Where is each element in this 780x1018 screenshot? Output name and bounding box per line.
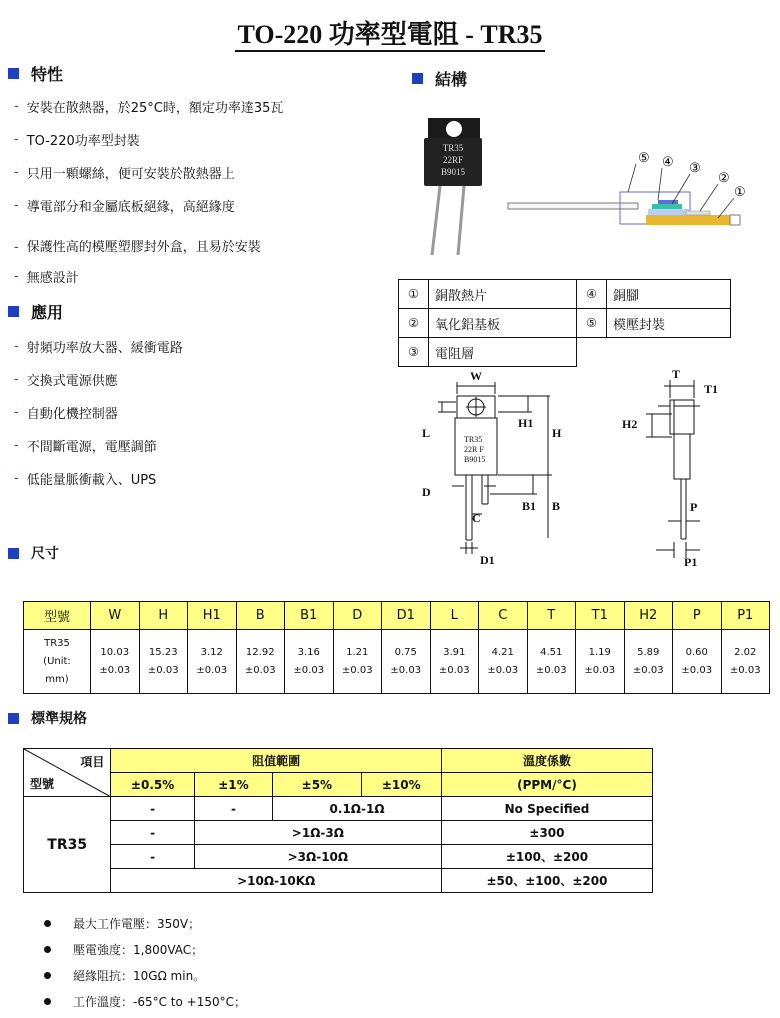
table-cell: 10.03 ±0.03 bbox=[91, 630, 140, 694]
table-cell: - bbox=[111, 797, 194, 821]
table-cell: >10Ω-10KΩ bbox=[111, 869, 442, 893]
table-row bbox=[24, 821, 653, 845]
table-header: B bbox=[236, 602, 285, 630]
bullet-dot-icon bbox=[44, 998, 51, 1005]
table-header: C bbox=[479, 602, 528, 630]
list-item: - 低能量脈衝載入、UPS bbox=[14, 471, 157, 488]
model-cell: TR35 (Unit: mm) bbox=[24, 630, 91, 694]
table-header: L bbox=[430, 602, 479, 630]
bullet-dot-icon bbox=[44, 946, 51, 953]
features-list bbox=[14, 90, 283, 293]
table-header: P bbox=[673, 602, 722, 630]
table-cell: ±300 bbox=[441, 821, 652, 845]
part-number: ① bbox=[399, 280, 429, 309]
square-bullet-icon bbox=[8, 713, 19, 724]
tolerance-header: ±1% bbox=[194, 773, 272, 797]
dim-label: P bbox=[690, 500, 698, 514]
body-text-line: TR35 bbox=[464, 435, 483, 444]
table-cell: 0.1Ω-1Ω bbox=[273, 797, 442, 821]
table-row bbox=[24, 797, 653, 821]
range-header: 阻值範圍 bbox=[111, 749, 442, 773]
table-cell: - bbox=[194, 797, 272, 821]
table-header: H2 bbox=[624, 602, 673, 630]
spec-heading: 標準規格 bbox=[8, 708, 87, 728]
table-header: 型號 bbox=[24, 602, 91, 630]
table-cell: 3.12 ±0.03 bbox=[188, 630, 237, 694]
tcr-unit: (PPM/°C) bbox=[441, 773, 652, 797]
dim-label: B bbox=[552, 499, 561, 513]
features-heading: 特性 bbox=[8, 62, 63, 85]
photo-text-line: TR35 bbox=[442, 143, 464, 153]
callout-label: ① bbox=[734, 184, 746, 199]
table-header: H1 bbox=[188, 602, 237, 630]
dim-label: P1 bbox=[684, 555, 698, 569]
body-text-line: B9015 bbox=[464, 455, 486, 464]
table-header: W bbox=[91, 602, 140, 630]
parts-table bbox=[398, 279, 731, 367]
cross-section-diagram bbox=[508, 150, 746, 225]
table-header: T1 bbox=[576, 602, 625, 630]
table-header: H bbox=[139, 602, 188, 630]
list-item: 最大工作電壓：350V； bbox=[44, 910, 246, 936]
table-cell: >1Ω-3Ω bbox=[194, 821, 441, 845]
tcr-header: 溫度係數 bbox=[441, 749, 652, 773]
bullet-dot-icon bbox=[44, 972, 51, 979]
list-item: - 交換式電源供應 bbox=[14, 372, 118, 389]
table-cell: ±100、±200 bbox=[441, 845, 652, 869]
table-row bbox=[24, 630, 770, 694]
list-item: 壓電強度：1,800VAC； bbox=[44, 936, 246, 962]
table-cell: 4.21 ±0.03 bbox=[479, 630, 528, 694]
part-name: 氧化鋁基板 bbox=[429, 309, 577, 338]
table-cell: >3Ω-10Ω bbox=[194, 845, 441, 869]
list-item: - 導電部分和金屬底板絕緣，高絕緣度 bbox=[14, 198, 235, 215]
structure-heading: 結構 bbox=[412, 67, 467, 90]
spec-table bbox=[23, 748, 653, 893]
callout-label: ② bbox=[718, 170, 730, 185]
square-bullet-icon bbox=[412, 73, 423, 84]
table-cell: 0.60 ±0.03 bbox=[673, 630, 722, 694]
part-name: 模壓封裝 bbox=[607, 309, 731, 338]
list-item: - TO-220功率型封裝 bbox=[14, 132, 140, 149]
table-cell: - bbox=[111, 821, 194, 845]
tolerance-header: ±10% bbox=[361, 773, 441, 797]
table-header: D bbox=[333, 602, 382, 630]
part-number: ⑤ bbox=[577, 309, 607, 338]
table-header: D1 bbox=[382, 602, 431, 630]
dimension-drawing bbox=[400, 364, 730, 574]
table-header: P1 bbox=[721, 602, 770, 630]
list-item: - 自動化機控制器 bbox=[14, 405, 118, 422]
part-number: ② bbox=[399, 309, 429, 338]
list-item: 工作溫度：-65°C to +150°C； bbox=[44, 988, 246, 1014]
dim-label: H bbox=[552, 426, 562, 440]
model-cell: TR35 bbox=[24, 797, 111, 893]
table-cell: 2.02 ±0.03 bbox=[721, 630, 770, 694]
table-cell: 15.23 ±0.03 bbox=[139, 630, 188, 694]
part-name: 銅腳 bbox=[607, 280, 731, 309]
table-header-row bbox=[24, 602, 770, 630]
body-text-line: 22R F bbox=[464, 445, 484, 454]
dim-label: C bbox=[472, 511, 481, 525]
list-item: - 安裝在散熱器，於25°C時，額定功率達35瓦 bbox=[14, 99, 284, 116]
dim-label: D bbox=[422, 485, 431, 499]
table-cell: 3.91 ±0.03 bbox=[430, 630, 479, 694]
callout-label: ④ bbox=[662, 154, 674, 169]
table-cell: 4.51 ±0.03 bbox=[527, 630, 576, 694]
square-bullet-icon bbox=[8, 306, 19, 317]
table-cell: 0.75 ±0.03 bbox=[382, 630, 431, 694]
table-row bbox=[24, 845, 653, 869]
page-title: TO-220 功率型電阻 - TR35 bbox=[0, 14, 780, 51]
table-header: T bbox=[527, 602, 576, 630]
list-item: - 只用一顆螺絲，便可安裝於散熱器上 bbox=[14, 165, 235, 182]
dim-label: T bbox=[672, 367, 681, 381]
list-item: - 保護性高的模壓塑膠封外盒，且易於安裝 bbox=[14, 240, 261, 255]
callout-label: ⑤ bbox=[638, 150, 650, 165]
photo-text-line: 22RF bbox=[442, 155, 464, 165]
list-item: - 無感設計 bbox=[14, 269, 79, 286]
part-name: 電阻層 bbox=[429, 338, 577, 367]
table-row bbox=[24, 869, 653, 893]
table-cell: - bbox=[111, 845, 194, 869]
table-cell: No Specified bbox=[441, 797, 652, 821]
dimension-table bbox=[23, 601, 770, 694]
dimensions-heading: 尺寸 bbox=[8, 543, 59, 563]
dim-label: B1 bbox=[522, 499, 537, 513]
dim-label: H1 bbox=[518, 416, 534, 430]
dim-label: W bbox=[470, 369, 482, 383]
square-bullet-icon bbox=[8, 68, 19, 79]
square-bullet-icon bbox=[8, 548, 19, 559]
structure-illustration bbox=[400, 100, 770, 270]
resistor-photo bbox=[424, 118, 482, 255]
corner-header: 項目 型號 bbox=[24, 749, 111, 797]
callout-label: ③ bbox=[689, 160, 701, 175]
list-item: - 不間斷電源，電壓調節 bbox=[14, 438, 157, 455]
photo-text-line: B9015 bbox=[440, 167, 466, 177]
table-cell: 3.16 ±0.03 bbox=[285, 630, 334, 694]
table-cell: 12.92 ±0.03 bbox=[236, 630, 285, 694]
list-item: - 射頻功率放大器、緩衝電路 bbox=[14, 339, 183, 356]
dim-label: D1 bbox=[480, 553, 495, 567]
bullet-dot-icon bbox=[44, 920, 51, 927]
applications-heading: 應用 bbox=[8, 300, 63, 323]
applications-list bbox=[14, 330, 183, 495]
part-number: ③ bbox=[399, 338, 429, 367]
part-name: 銅散熱片 bbox=[429, 280, 577, 309]
table-cell: 1.19 ±0.03 bbox=[576, 630, 625, 694]
table-cell: 5.89 ±0.03 bbox=[624, 630, 673, 694]
tolerance-header: ±0.5% bbox=[111, 773, 194, 797]
tolerance-header: ±5% bbox=[273, 773, 361, 797]
table-cell: 1.21 ±0.03 bbox=[333, 630, 382, 694]
dim-label: H2 bbox=[622, 417, 638, 431]
dim-label: T1 bbox=[704, 382, 719, 396]
part-number: ④ bbox=[577, 280, 607, 309]
dim-label: L bbox=[422, 426, 431, 440]
list-item: 絕緣阻抗：10GΩ min。 bbox=[44, 962, 246, 988]
notes-list bbox=[44, 910, 246, 1014]
table-cell: ±50、±100、±200 bbox=[441, 869, 652, 893]
table-header: B1 bbox=[285, 602, 334, 630]
